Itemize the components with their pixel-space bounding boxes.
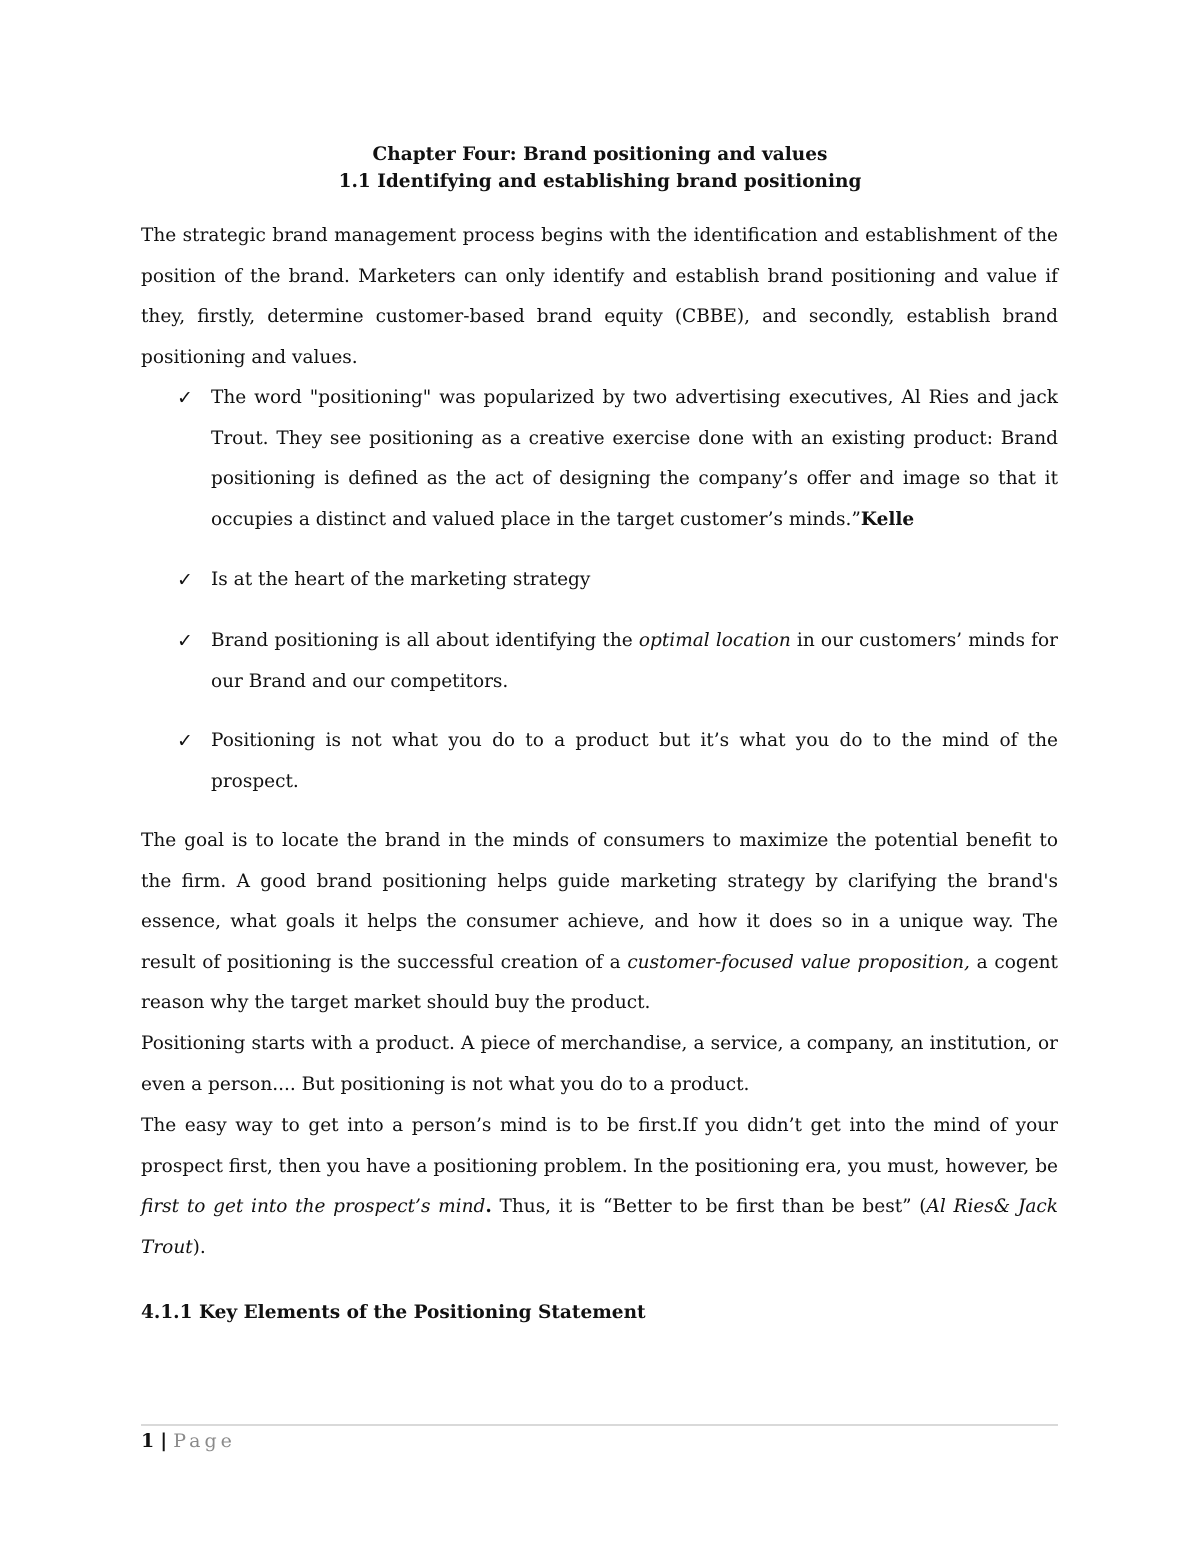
page-number: 1 (141, 1430, 155, 1452)
goal-paragraph (141, 821, 1058, 1024)
list-item (177, 378, 1058, 540)
easy-way-paragraph (141, 1106, 1058, 1268)
emphasis-text: customer-focused value proposition, (627, 951, 970, 973)
chapter-title: Chapter Four: Brand positioning and values (372, 144, 828, 165)
check-mark-icon: ✓ (177, 387, 193, 409)
subsection-heading: 4.1.1 Key Elements of the Positioning Statement (141, 1302, 646, 1323)
page-footer (141, 1430, 236, 1452)
citation-author: Kelle (860, 508, 915, 530)
paragraph-text: The goal is to locate the brand in the minds of consumers to maximize the potential benefit to the firm. A good brand positioning helps guide marketing strategy by clarifying the brand's essence, what goals it helps the consumer achieve, and how it does so in a unique way. The result of positioning is the successful creation of a (141, 830, 1058, 973)
list-item-text: Is at the heart of the marketing strategy (211, 569, 591, 590)
punctuation: . (485, 1196, 492, 1217)
section-title: 1.1 Identifying and establishing brand positioning (338, 171, 862, 192)
paragraph-text: The easy way to get into a person’s mind is to be first.If you didn’t get into the mind of your prospect first, then you have a positioning problem. In the positioning era, you must, however, be (141, 1115, 1058, 1177)
footer-separator: | (160, 1430, 168, 1452)
check-mark-icon: ✓ (177, 569, 193, 591)
check-mark-icon: ✓ (177, 630, 193, 652)
check-mark-icon: ✓ (177, 730, 193, 752)
list-item-text: in our customers’ minds for our Brand and our competitors. (211, 630, 1058, 692)
positioning-paragraph: Positioning starts with a product. A piece of merchandise, a service, a company, an institution, or even a person.... But positioning is not what you do to a product. (141, 1033, 1058, 1095)
list-item-text: The word "positioning" was popularized by two advertising executives, Al Ries and jack Trout. They see positioning as a creative exercise done with an existing product: Brand positioning is defined as the act of designing the company’s offer and image so that it occupies a distinct and valued place in the target customer’s minds.” (211, 387, 1058, 530)
paragraph-text: Thus, it is “Better to be first than be best” ( (491, 1196, 927, 1217)
page-label: Page (173, 1430, 236, 1452)
paragraph-text: a cogent reason why the target market should buy the product. (141, 951, 1058, 1013)
emphasis-text: first to get into the prospect’s mind (141, 1196, 486, 1217)
intro-paragraph: The strategic brand management process begins with the identification and establishment of the position of the brand. Marketers can only identify and establish brand positioning and value if they, firstly, determine customer-based brand equity (CBBE), and secondly, establish brand positioning and values. (141, 225, 1058, 368)
footer-divider (141, 1424, 1058, 1426)
list-item (177, 621, 1058, 702)
list-item-text: Positioning is not what you do to a product but it’s what you do to the mind of the prospect. (211, 730, 1058, 792)
emphasis-text: optimal location (638, 630, 791, 651)
list-item (177, 721, 1058, 802)
list-item (177, 560, 1058, 601)
list-item-text: Brand positioning is all about identifying the (211, 630, 639, 651)
paragraph-text: ). (192, 1236, 206, 1258)
citation-text: Al Ries& Jack Trout (141, 1196, 1058, 1258)
